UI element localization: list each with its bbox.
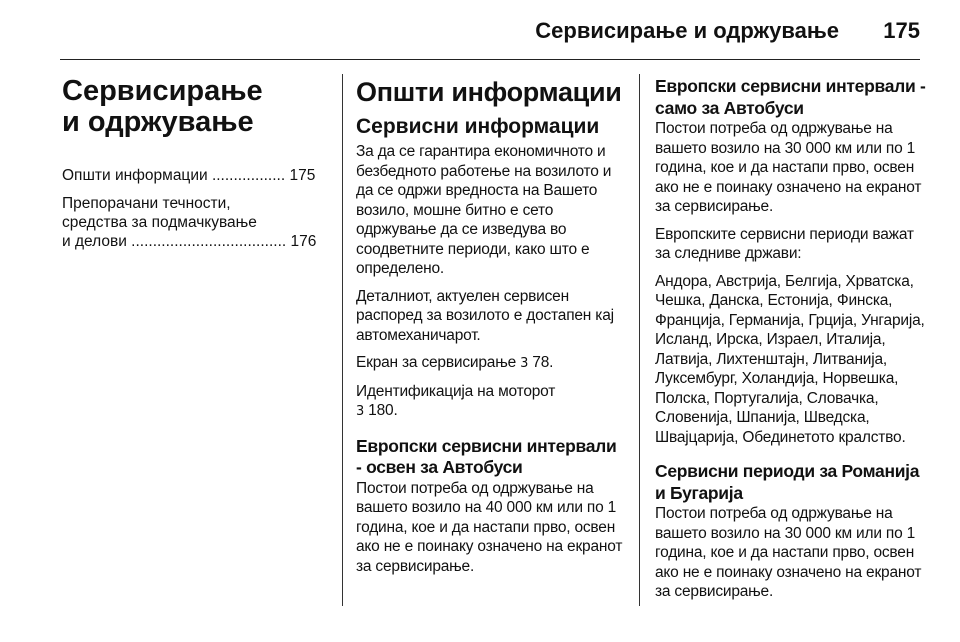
bus-intervals-paragraph: Постои потреба од одржување на вашето возило на 30 000 км или по 1 година, кое и да настапи прво, освен ако не е поинаку означено на екранот за сервисирање. bbox=[655, 120, 922, 215]
toc-entry-fluids[interactable]: Препорачани течности, средства за подмачкување и делови .................................... 176 bbox=[62, 195, 317, 250]
service-display-ref: Екран за сервисирање 3 78. bbox=[356, 354, 554, 371]
service-info-heading: Сервисни информации bbox=[356, 115, 600, 138]
toc-entry-general-info[interactable]: Општи информации ................. 175 bbox=[62, 167, 316, 184]
page-number: 175 bbox=[883, 18, 920, 43]
eu-intervals-paragraph: Постои потреба од одржување на вашето возило на 40 000 км или по 1 година, кое и да настапи прво, освен ако не е поинаку означено на екранот за сервисирање. bbox=[356, 479, 623, 575]
running-header-title: Сервисирање и одржување bbox=[535, 18, 839, 43]
table-of-contents bbox=[62, 166, 326, 251]
right-column bbox=[655, 76, 930, 610]
column-divider-2 bbox=[639, 74, 640, 606]
service-info-paragraph: За да се гарантира економичното и безбедното работење на возилото и да се одржи вредноста на Вашето возило, мошне битно е сето одржување да се изведува во соодветните периоди, како што е определено. bbox=[356, 143, 612, 277]
countries-intro: Европските сервисни периоди важат за следниве држави: bbox=[655, 225, 914, 262]
bus-intervals-heading: Европски сервисни интервали - само за Автобуси bbox=[655, 76, 926, 118]
left-column bbox=[62, 76, 326, 260]
countries-list: Андора, Австрија, Белгија, Хрватска, Чешка, Данска, Естонија, Финска, Франција, Германија, Грција, Унгарија, Исланд, Ирска, Израел, Италија, Латвија, Лихтенштајн, Литванија, Луксембург, Холандија, Норвешка, Полска, Португалија, Словачка, Словенија, Шпанија, Шведска, Швајцарија, Обединетото кралство. bbox=[655, 272, 925, 446]
column-divider-1 bbox=[342, 74, 343, 606]
page-header bbox=[0, 0, 960, 50]
schedule-paragraph: Деталниот, актуелен сервисен распоред за возилото е достапен кај автомеханичарот. bbox=[356, 287, 614, 344]
eu-intervals-heading: Европски сервисни интервали - освен за Автобуси bbox=[356, 435, 617, 477]
middle-column bbox=[356, 76, 626, 584]
header-rule bbox=[60, 59, 920, 60]
section-title: Општи информации bbox=[356, 77, 622, 107]
romania-bulgaria-paragraph: Постои потреба од одржување на вашето возило на 30 000 км или по 1 година, кое и да настапи прво, освен ако не е поинаку означено на екранот за сервисирање. bbox=[655, 505, 922, 600]
page-ref-arrow-icon[interactable]: 3 bbox=[520, 356, 529, 371]
chapter-title: Сервисирање и одржување bbox=[62, 75, 263, 138]
romania-bulgaria-heading: Сервисни периоди за Романија и Бугарија bbox=[655, 461, 920, 503]
engine-id-ref: Идентификација на моторот 3 180. bbox=[356, 382, 556, 419]
page-ref-arrow-icon[interactable]: 3 bbox=[356, 404, 365, 419]
